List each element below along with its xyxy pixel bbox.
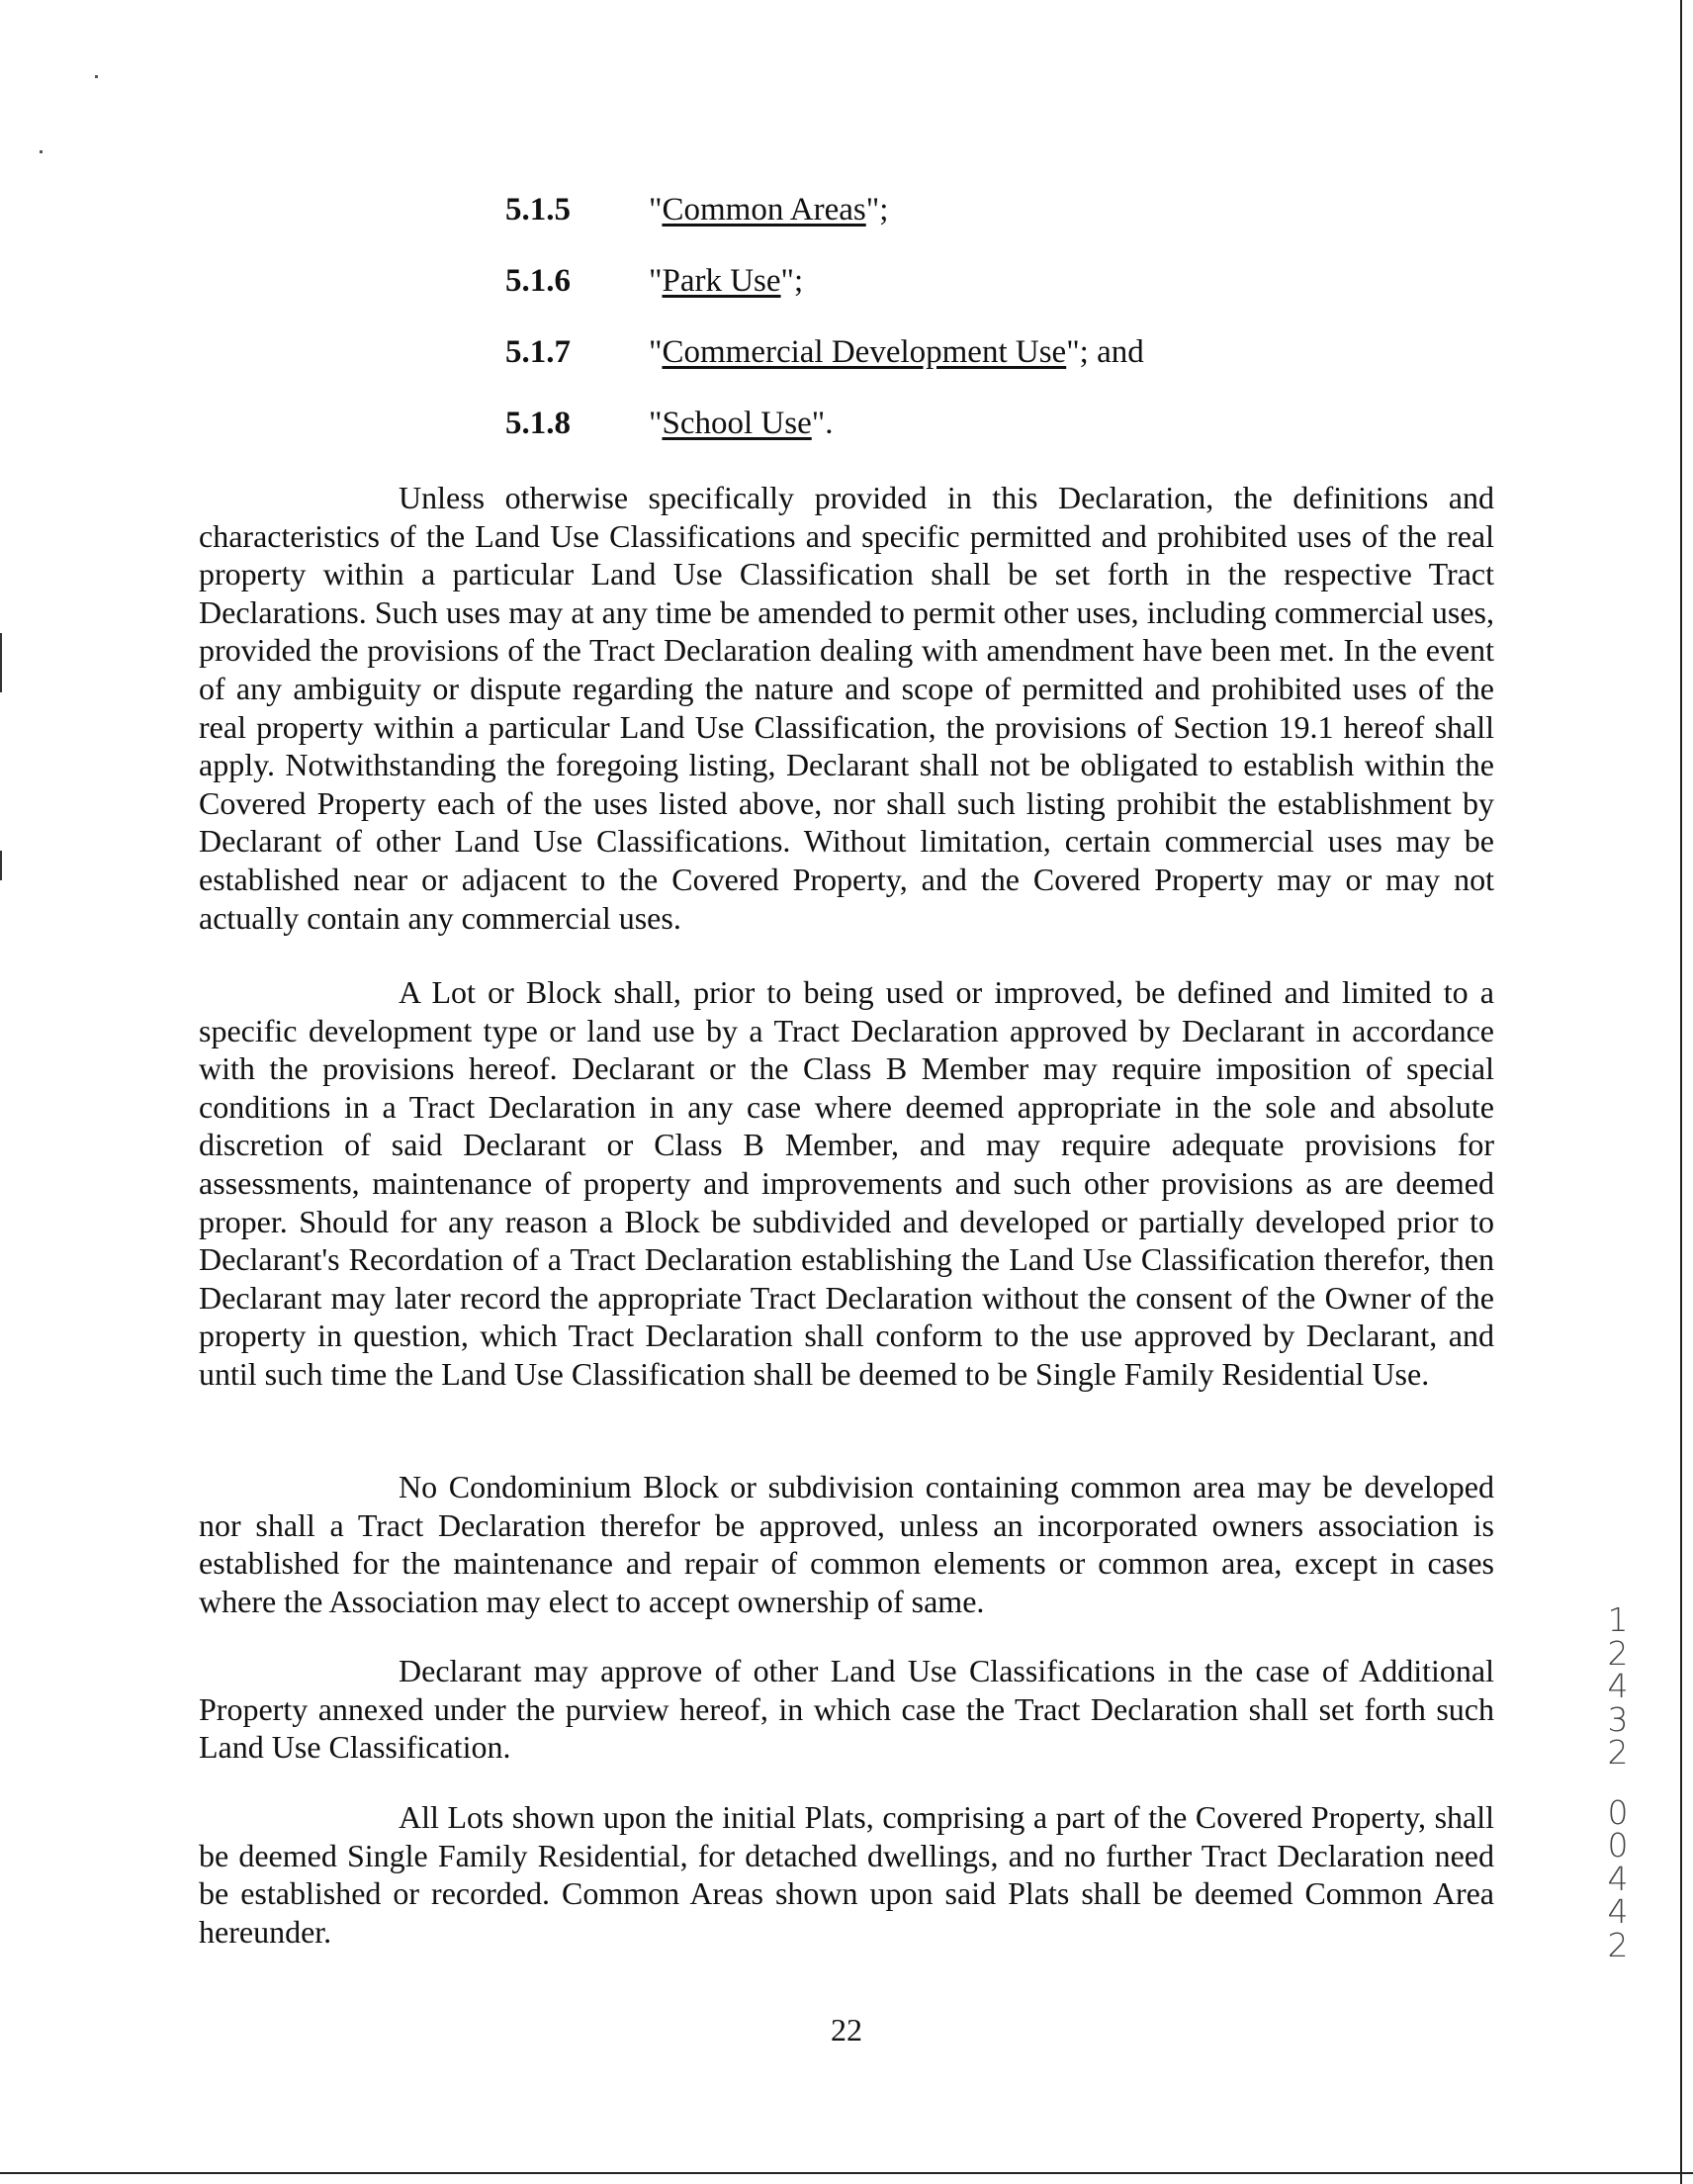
- margin-mark: [0, 851, 2, 880]
- defined-term: Common Areas: [662, 192, 866, 228]
- recording-digit: 4: [1607, 1667, 1629, 1705]
- paragraph-initial-plats: All Lots shown upon the initial Plats, comprising a part of the Covered Property, shall be deemed Single Family Residential, for detached dwellings, and no further Tract Declaration need be established or recorded. Common Areas shown upon said Plats shall be deemed Common Area hereunder.: [199, 1799, 1494, 1950]
- list-item-number: 5.1.7: [505, 334, 571, 370]
- list-item-term: "Common Areas";: [649, 192, 889, 228]
- recording-digit: 3: [1607, 1699, 1629, 1739]
- scan-speck: [40, 150, 43, 153]
- paragraph-land-use-definitions: Unless otherwise specifically provided in this Declaration, the definitions and characteristics of the Land Use Classifications and specific permitted and prohibited uses of the real property within a particular Land Use Classification shall be set forth in the respective Tract Declarations. Such uses may at any time be amended to permit other uses, including commercial uses, provided the provisions of the Tract Declaration dealing with amendment have been met. In the event of any ambiguity or dispute regarding the nature and scope of permitted and prohibited uses of the real property within a particular Land Use Classification, the provisions of Section 19.1 hereof shall apply. Notwithstanding the foregoing listing, Declarant shall not be obligated to establish within the Covered Property each of the uses listed above, nor shall such listing prohibit the establishment by Declarant of other Land Use Classifications. Without limitation, certain commercial uses may be established near or adjacent to the Covered Property, and the Covered Property may or may not actually contain any commercial uses.: [199, 480, 1494, 936]
- list-item-term: "Park Use";: [649, 263, 804, 299]
- recording-digit: 1: [1607, 1600, 1629, 1639]
- page-border-bottom: [0, 2172, 1693, 2174]
- recording-digit: 4: [1607, 1859, 1629, 1898]
- recording-digit: 0: [1607, 1826, 1629, 1865]
- defined-term: Commercial Development Use: [662, 334, 1067, 370]
- recording-digit: 2: [1607, 1925, 1629, 1964]
- recording-digit: 4: [1607, 1892, 1629, 1931]
- term-suffix: ";: [780, 263, 804, 299]
- list-item-term: "School Use".: [649, 406, 834, 441]
- list-item-number: 5.1.6: [505, 263, 571, 299]
- term-suffix: ".: [811, 406, 834, 441]
- defined-term: Park Use: [662, 263, 781, 299]
- scan-speck: [95, 75, 98, 78]
- term-suffix: ";: [865, 192, 889, 228]
- page-number: 22: [831, 2012, 862, 2048]
- paragraph-tract-declaration: A Lot or Block shall, prior to being used or improved, be defined and limited to a specific development type or land use by a Tract Declaration approved by Declarant in accordance with the provisions hereof. Declarant or the Class B Member may require imposition of special conditions in a Tract Declaration in any case where deemed appropriate in the sole and absolute discretion of said Declarant or Class B Member, and may require adequate provisions for assessments, maintenance of property and improvements and such other provisions as are deemed proper. Should for any reason a Block be subdivided and developed or partially developed prior to Declarant's Recordation of a Tract Declaration establishing the Land Use Classification therefor, then Declarant may later record the appropriate Tract Declaration without the consent of the Owner of the property in question, which Tract Declaration shall conform to the use approved by Declarant, and until such time the Land Use Classification shall be deemed to be Single Family Residential Use.: [199, 974, 1494, 1392]
- list-item-term: "Commercial Development Use"; and: [649, 334, 1144, 370]
- defined-term: School Use: [662, 406, 812, 441]
- recording-digit: 0: [1607, 1792, 1629, 1832]
- margin-mark: [0, 633, 2, 692]
- list-item-number: 5.1.5: [505, 192, 571, 228]
- paragraph-condominium-block: No Condominium Block or subdivision containing common area may be developed nor shall a Tract Declaration therefor be approved, unless an incorporated owners association is established for the maintenance and repair of common elements or common area, except in cases where the Association may elect to accept ownership of same.: [199, 1469, 1494, 1619]
- recording-number: [1603, 1600, 1633, 1964]
- page-border-right: [1680, 0, 1682, 2184]
- term-suffix: "; and: [1066, 334, 1144, 370]
- recording-gap: [1603, 1770, 1633, 1796]
- list-item-number: 5.1.8: [505, 406, 571, 441]
- paragraph-additional-property: Declarant may approve of other Land Use Classifications in the case of Additional Property annexed under the purview hereof, in which case the Tract Declaration shall set forth such Land Use Classification.: [199, 1653, 1494, 1766]
- recording-digit: 2: [1607, 1633, 1629, 1673]
- recording-digit: 2: [1607, 1733, 1629, 1772]
